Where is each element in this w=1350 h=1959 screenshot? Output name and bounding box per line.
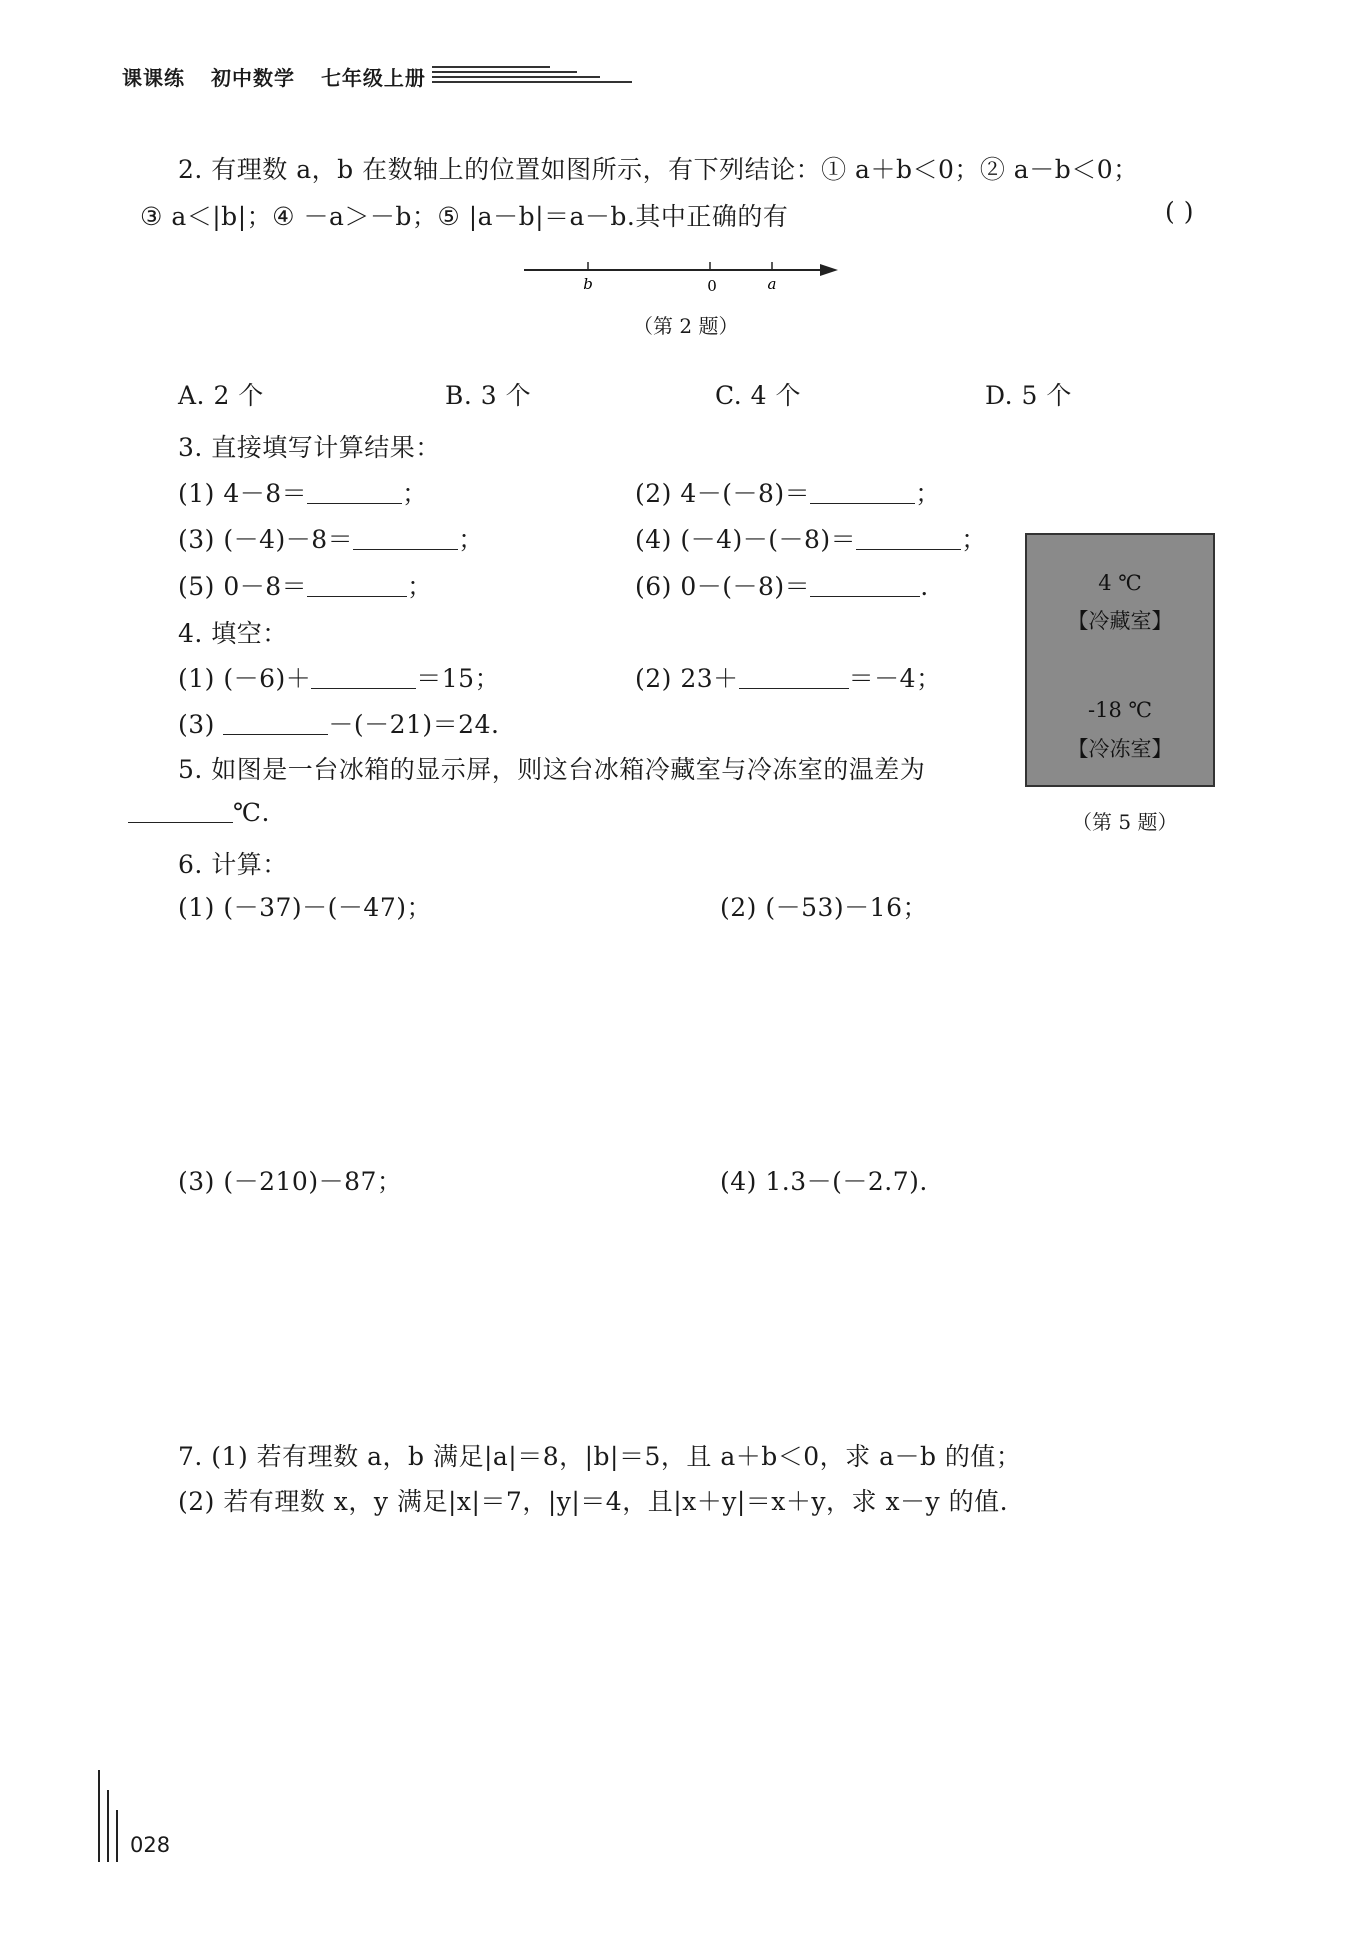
answer-blank <box>810 574 920 597</box>
q3-title: 3. 直接填写计算结果： <box>178 433 441 462</box>
page-number: 028 <box>130 1833 171 1857</box>
q2-caption: （第 2 题） <box>633 314 739 338</box>
q2-line2: ③ a＜|b|；④ －a＞－b；⑤ |a－b|＝a－b.其中正确的有 <box>140 202 789 231</box>
q4-item-2: (2) 23＋ ＝－4； <box>635 664 942 693</box>
q5-line1: 5. 如图是一台冰箱的显示屏，则这台冰箱冷藏室与冷冻室的温差为 <box>178 755 926 784</box>
header-series: 课课练 <box>122 66 185 90</box>
answer-blank <box>810 481 915 504</box>
fridge-display <box>1025 533 1215 787</box>
answer-blank <box>856 527 961 550</box>
q3-item-2: (2) 4－(－8)＝ ； <box>635 479 941 508</box>
q3-item-6: (6) 0－(－8)＝ . <box>635 572 929 601</box>
q3-item-5: (5) 0－8＝ ； <box>178 572 433 601</box>
q4-title: 4. 填空： <box>178 619 288 648</box>
header-subject: 初中数学 <box>210 66 295 90</box>
q7-line2: (2) 若有理数 x，y 满足|x|＝7，|y|＝4，且|x＋y|＝x＋y，求 x－y 的值. <box>178 1487 1009 1516</box>
q4-item-3: (3) －(－21)＝24. <box>178 710 500 739</box>
page-header <box>122 62 444 91</box>
header-grade: 七年级上册 <box>320 66 426 90</box>
q5-line2: ℃. <box>128 798 270 827</box>
number-line-figure <box>520 255 840 300</box>
fridge-temp-2: -18 ℃ <box>1088 698 1152 722</box>
q3-item-4: (4) (－4)－(－8)＝ ； <box>635 525 987 554</box>
q3-item-3: (3) (－4)－8＝ ； <box>178 525 484 554</box>
q6-item-2: (2) (－53)－16； <box>720 893 928 922</box>
fridge-label-1: 【冷藏室】 <box>1067 609 1173 633</box>
q2-answer-paren: ( ) <box>1165 197 1194 226</box>
q4-item-1: (1) (－6)＋ ＝15； <box>178 664 501 693</box>
q2-option-a: A. 2 个 <box>178 381 264 410</box>
q5-caption: （第 5 题） <box>1072 810 1178 834</box>
q6-item-3: (3) (－210)－87； <box>178 1167 403 1196</box>
answer-blank <box>307 481 402 504</box>
label-a: a <box>767 275 777 293</box>
label-b: b <box>583 275 593 293</box>
q3-item-1: (1) 4－8＝ ； <box>178 479 428 508</box>
q2-option-b: B. 3 个 <box>445 381 532 410</box>
q2-line1: 2. 有理数 a，b 在数轴上的位置如图所示，有下列结论：① a＋b＜0；② a－b＜0； <box>178 155 1139 184</box>
q7-line1: 7. (1) 若有理数 a，b 满足|a|＝8，|b|＝5，且 a＋b＜0，求 a－b 的值； <box>178 1442 1022 1471</box>
q2-option-c: C. 4 个 <box>715 381 801 410</box>
answer-blank <box>353 527 458 550</box>
q6-title: 6. 计算： <box>178 850 288 879</box>
answer-blank <box>128 800 233 823</box>
fridge-label-2: 【冷冻室】 <box>1067 737 1173 761</box>
q6-item-4: (4) 1.3－(－2.7). <box>720 1167 928 1196</box>
fridge-temp-1: 4 ℃ <box>1098 571 1142 595</box>
answer-blank <box>223 712 328 735</box>
answer-blank <box>739 666 849 689</box>
q2-option-d: D. 5 个 <box>985 381 1072 410</box>
number-line-arrow <box>820 264 838 276</box>
answer-blank <box>307 574 407 597</box>
answer-blank <box>311 666 416 689</box>
q6-item-1: (1) (－37)－(－47)； <box>178 893 432 922</box>
label-zero: 0 <box>707 277 717 295</box>
